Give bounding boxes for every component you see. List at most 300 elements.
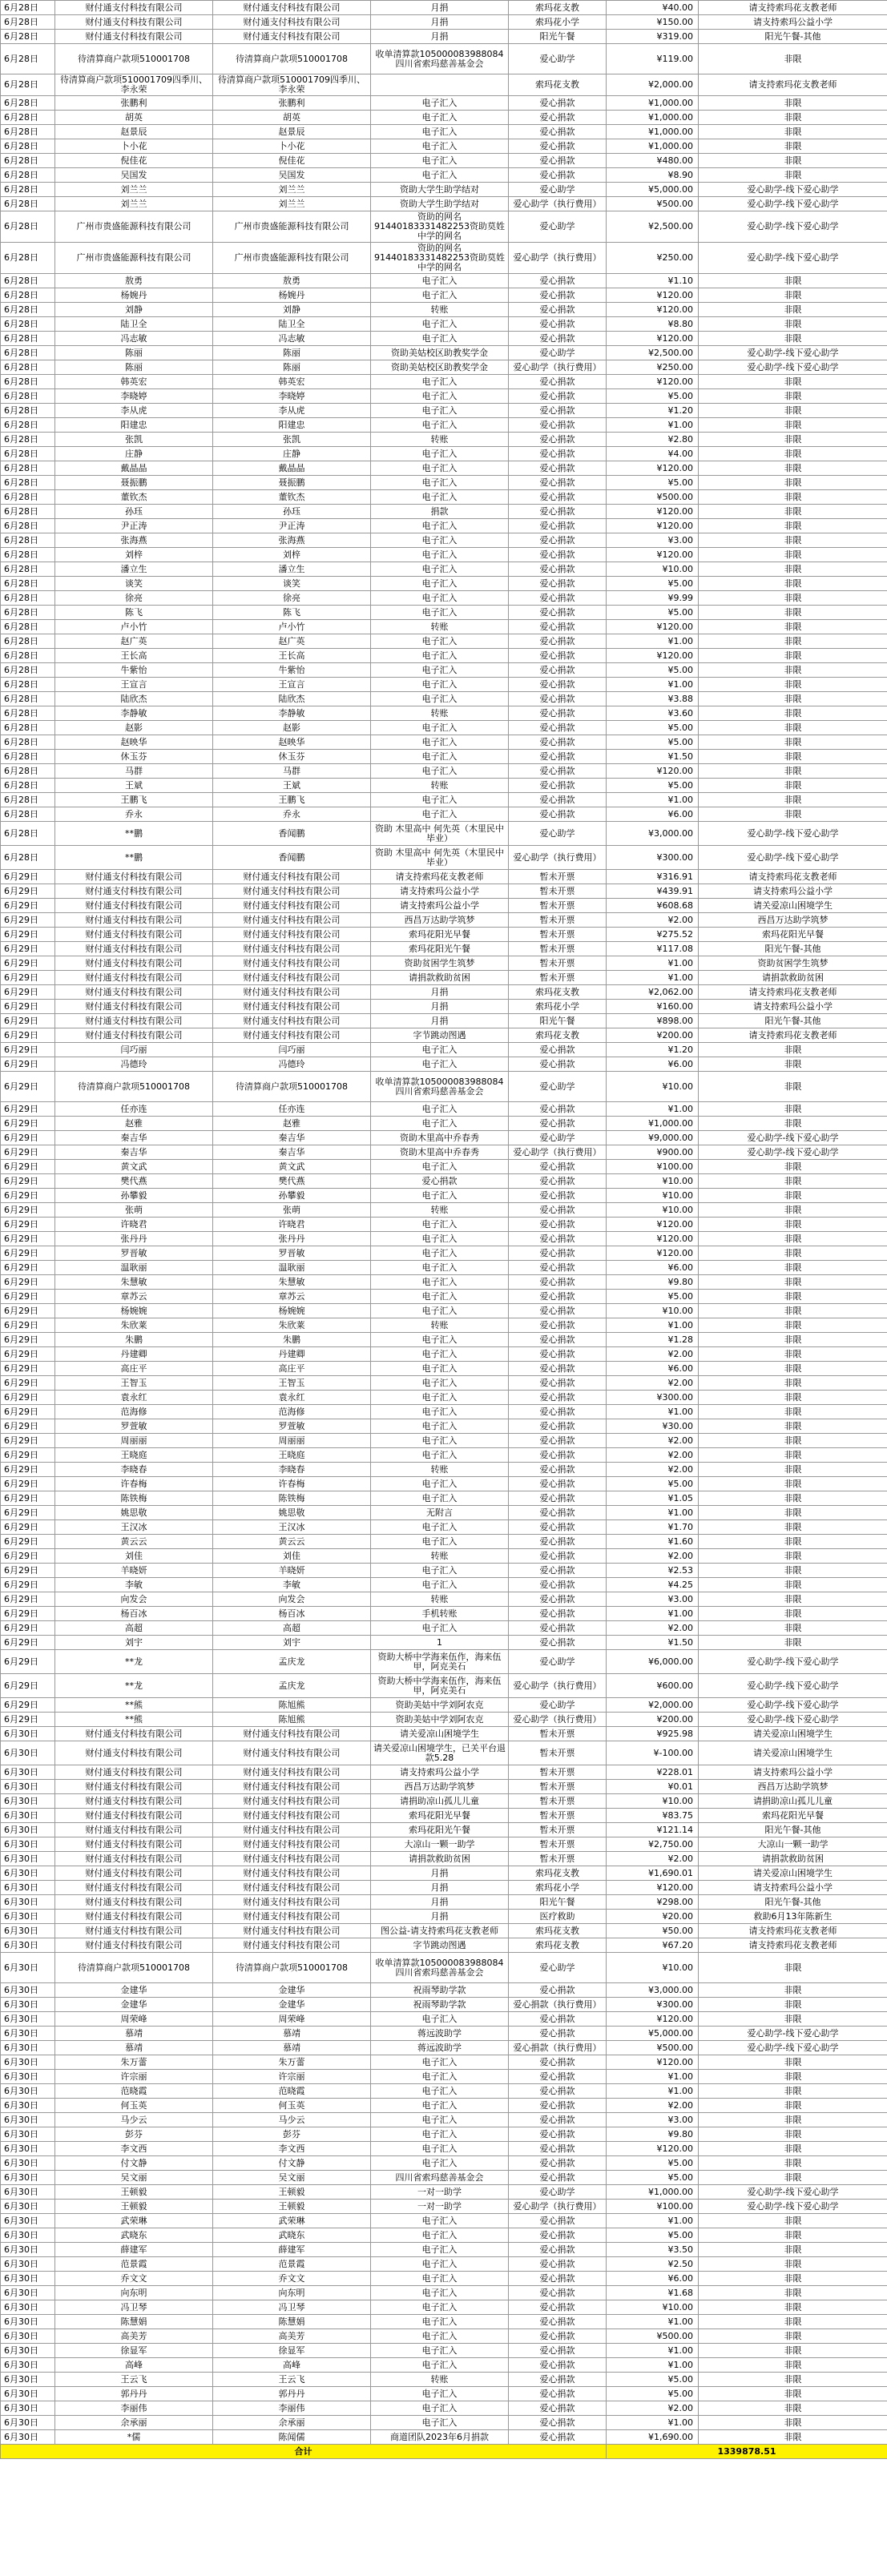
amount-cell: ¥2.00	[607, 1852, 699, 1866]
table-row	[1, 1376, 887, 1391]
payer-cell: 刘兰兰	[55, 183, 213, 197]
date-cell: 6月30日	[1, 2041, 55, 2055]
date-cell: 6月28日	[1, 404, 55, 418]
memo-cell: 请捐助凉山孤儿儿童	[371, 1794, 509, 1809]
table-row	[1, 692, 887, 706]
table-row	[1, 1014, 887, 1028]
amount-cell: ¥120.00	[607, 1881, 699, 1895]
date-cell: 6月28日	[1, 303, 55, 317]
project-cell: 爱心助学（执行费用）	[509, 846, 607, 870]
memo-cell: 电子汇入	[371, 2358, 509, 2373]
table-row	[1, 1419, 887, 1434]
table-row	[1, 1809, 887, 1823]
date-cell: 6月28日	[1, 562, 55, 577]
amount-cell: ¥9.80	[607, 2127, 699, 2142]
memo-cell: 请支持索玛公益小学	[371, 1765, 509, 1780]
donor-cell: 李丽伟	[213, 2401, 371, 2416]
payer-cell: **熊	[55, 1698, 213, 1713]
amount-cell: ¥150.00	[607, 15, 699, 30]
table-row	[1, 779, 887, 793]
donor-cell: 陈旭熊	[213, 1698, 371, 1713]
purpose-cell: 非限	[699, 2373, 887, 2387]
payer-cell: 聂振鹏	[55, 476, 213, 490]
amount-cell: ¥3.00	[607, 533, 699, 548]
payer-cell: 秦吉华	[55, 1131, 213, 1145]
project-cell: 爱心助学	[509, 1131, 607, 1145]
date-cell: 6月28日	[1, 591, 55, 606]
table-row	[1, 2387, 887, 2401]
purpose-cell: 请关爱凉山困境学生	[699, 899, 887, 913]
payer-cell: 朱万蕾	[55, 2055, 213, 2070]
memo-cell: 电子汇入	[371, 721, 509, 735]
payer-cell: 付文静	[55, 2156, 213, 2171]
payer-cell: 许晓君	[55, 1218, 213, 1232]
donor-cell: 谈笑	[213, 577, 371, 591]
memo-cell: 祝雨琴助学款	[371, 1983, 509, 1998]
amount-cell: ¥8.90	[607, 168, 699, 183]
memo-cell: 资助 木里高中 何先英（木里民中毕业）	[371, 822, 509, 846]
payer-cell: 慕靖	[55, 2041, 213, 2055]
donor-cell: 范海修	[213, 1405, 371, 1419]
table-row	[1, 2358, 887, 2373]
table-row	[1, 1405, 887, 1419]
purpose-cell: 请支持索玛花支教老师	[699, 870, 887, 884]
table-row	[1, 807, 887, 822]
donor-cell: 任亦连	[213, 1102, 371, 1117]
table-row	[1, 2214, 887, 2228]
project-cell: 爱心助学	[509, 1650, 607, 1674]
payer-cell: 薛建军	[55, 2243, 213, 2257]
payer-cell: 财付通支付科技有限公司	[55, 956, 213, 971]
amount-cell: ¥2.00	[607, 1621, 699, 1636]
amount-cell: ¥3.60	[607, 706, 699, 721]
date-cell: 6月28日	[1, 375, 55, 389]
purpose-cell: 非限	[699, 562, 887, 577]
date-cell: 6月28日	[1, 721, 55, 735]
payer-cell: 丹建卿	[55, 1347, 213, 1362]
memo-cell: 电子汇入	[371, 519, 509, 533]
project-cell: 索玛花支教	[509, 1028, 607, 1043]
amount-cell: ¥1.00	[607, 2214, 699, 2228]
memo-cell: 转账	[371, 303, 509, 317]
date-cell: 6月28日	[1, 360, 55, 375]
donor-cell: 陈闻儒	[213, 2430, 371, 2445]
date-cell: 6月30日	[1, 2099, 55, 2113]
amount-cell: ¥5.00	[607, 2228, 699, 2243]
memo-cell: 月捐	[371, 1895, 509, 1910]
donor-cell: 刘梓	[213, 548, 371, 562]
date-cell: 6月30日	[1, 1983, 55, 1998]
table-row	[1, 1727, 887, 1741]
donor-cell: 财付通支付科技有限公司	[213, 1881, 371, 1895]
memo-cell: 转账	[371, 2373, 509, 2387]
memo-cell: 资助大学生助学结对	[371, 183, 509, 197]
table-row	[1, 2272, 887, 2286]
date-cell: 6月28日	[1, 505, 55, 519]
memo-cell: 电子汇入	[371, 375, 509, 389]
date-cell: 6月28日	[1, 433, 55, 447]
donor-cell: 刘佳	[213, 1549, 371, 1564]
amount-cell: ¥200.00	[607, 1028, 699, 1043]
purpose-cell: 爱心助学-线下爱心助学	[699, 1713, 887, 1727]
amount-cell: ¥120.00	[607, 548, 699, 562]
purpose-cell: 非限	[699, 125, 887, 139]
payer-cell: 王长高	[55, 649, 213, 663]
donor-cell: 樊代燕	[213, 1174, 371, 1189]
payer-cell: 徐亮	[55, 591, 213, 606]
amount-cell: ¥2.00	[607, 1347, 699, 1362]
project-cell: 爱心捐款（执行费用）	[509, 2041, 607, 2055]
project-cell: 爱心捐款	[509, 735, 607, 750]
memo-cell: 电子汇入	[371, 2127, 509, 2142]
table-row	[1, 1741, 887, 1765]
purpose-cell: 非限	[699, 404, 887, 418]
memo-cell: 电子汇入	[371, 2257, 509, 2272]
donor-cell: 财付通支付科技有限公司	[213, 1000, 371, 1014]
project-cell: 阳光午餐	[509, 30, 607, 44]
date-cell: 6月28日	[1, 620, 55, 634]
project-cell: 爱心捐款	[509, 2099, 607, 2113]
payer-cell: 陈丽	[55, 360, 213, 375]
amount-cell: ¥600.00	[607, 1674, 699, 1698]
purpose-cell: 请支持索玛公益小学	[699, 884, 887, 899]
amount-cell: ¥1.28	[607, 1333, 699, 1347]
purpose-cell: 爱心助学-线下爱心助学	[699, 1674, 887, 1698]
payer-cell: 冯卫琴	[55, 2300, 213, 2315]
payer-cell: 财付通支付科技有限公司	[55, 942, 213, 956]
table-row	[1, 1698, 887, 1713]
memo-cell: 月捐	[371, 1014, 509, 1028]
table-row	[1, 490, 887, 505]
project-cell: 爱心捐款	[509, 1203, 607, 1218]
date-cell: 6月29日	[1, 928, 55, 942]
donor-cell: 财付通支付科技有限公司	[213, 15, 371, 30]
date-cell: 6月28日	[1, 183, 55, 197]
memo-cell: 商道团队2023年6月捐款	[371, 2430, 509, 2445]
project-cell: 爱心捐款	[509, 476, 607, 490]
purpose-cell: 非限	[699, 793, 887, 807]
donor-cell: 黄云云	[213, 1535, 371, 1549]
amount-cell: ¥10.00	[607, 1953, 699, 1983]
purpose-cell: 非限	[699, 2127, 887, 2142]
amount-cell: ¥6.00	[607, 1057, 699, 1072]
memo-cell: 电子汇入	[371, 1246, 509, 1261]
purpose-cell: 非限	[699, 1043, 887, 1057]
memo-cell: 资助的网名91440183331482253资助莫姓中学的网名	[371, 243, 509, 274]
project-cell: 爱心捐款	[509, 139, 607, 154]
purpose-cell: 请支持索玛公益小学	[699, 15, 887, 30]
purpose-cell: 非限	[699, 1405, 887, 1419]
purpose-cell: 非限	[699, 418, 887, 433]
table-row	[1, 44, 887, 74]
donor-cell: 王晓庭	[213, 1448, 371, 1463]
project-cell: 爱心捐款	[509, 168, 607, 183]
memo-cell: 转账	[371, 1463, 509, 1477]
memo-cell: 资助美姑中学刘阿农克	[371, 1713, 509, 1727]
amount-cell: ¥250.00	[607, 243, 699, 274]
project-cell: 爱心捐款	[509, 793, 607, 807]
date-cell: 6月30日	[1, 2329, 55, 2344]
payer-cell: 张萌	[55, 1203, 213, 1218]
project-cell: 爱心捐款	[509, 332, 607, 346]
project-cell: 爱心捐款	[509, 1477, 607, 1491]
purpose-cell: 非限	[699, 1290, 887, 1304]
amount-cell: ¥6.00	[607, 807, 699, 822]
purpose-cell: 非限	[699, 2156, 887, 2171]
project-cell: 爱心捐款	[509, 461, 607, 476]
amount-cell: ¥121.14	[607, 1823, 699, 1837]
memo-cell: 电子汇入	[371, 1275, 509, 1290]
memo-cell: 索玛花阳光早餐	[371, 1809, 509, 1823]
memo-cell: 请关爱凉山困境学生	[371, 1727, 509, 1741]
memo-cell: 电子汇入	[371, 735, 509, 750]
memo-cell: 电子汇入	[371, 125, 509, 139]
purpose-cell: 非限	[699, 44, 887, 74]
project-cell: 爱心捐款	[509, 1261, 607, 1275]
purpose-cell: 非限	[699, 649, 887, 663]
donor-cell: 高庄平	[213, 1362, 371, 1376]
amount-cell: ¥5.00	[607, 721, 699, 735]
memo-cell: 请捐款救助贫困	[371, 971, 509, 985]
donor-cell: 休玉芬	[213, 750, 371, 764]
purpose-cell: 索玛花阳光早餐	[699, 1809, 887, 1823]
donor-cell: 李从虎	[213, 404, 371, 418]
memo-cell: 电子汇入	[371, 1376, 509, 1391]
table-row	[1, 2156, 887, 2171]
project-cell: 爱心助学	[509, 1953, 607, 1983]
date-cell: 6月30日	[1, 1938, 55, 1953]
purpose-cell: 非限	[699, 2401, 887, 2416]
donor-cell: 财付通支付科技有限公司	[213, 1866, 371, 1881]
donor-cell: 徐显军	[213, 2344, 371, 2358]
date-cell: 6月29日	[1, 899, 55, 913]
project-cell: 爱心捐款	[509, 1463, 607, 1477]
payer-cell: 黄云云	[55, 1535, 213, 1549]
memo-cell: 电子汇入	[371, 1391, 509, 1405]
donor-cell: 胡英	[213, 111, 371, 125]
purpose-cell: 非限	[699, 606, 887, 620]
table-row	[1, 1347, 887, 1362]
memo-cell: 电子汇入	[371, 168, 509, 183]
memo-cell: 电子汇入	[371, 2416, 509, 2430]
payer-cell: 冯德玲	[55, 1057, 213, 1072]
payer-cell: 待清算商户款项510001709四季川、李永荣	[55, 74, 213, 96]
table-row	[1, 1117, 887, 1131]
payer-cell: 何玉英	[55, 2099, 213, 2113]
memo-cell: 月捐	[371, 1866, 509, 1881]
memo-cell: 电子汇入	[371, 461, 509, 476]
payer-cell: 赵影	[55, 721, 213, 735]
purpose-cell: 非限	[699, 505, 887, 519]
project-cell: 爱心捐款	[509, 2300, 607, 2315]
payer-cell: 财付通支付科技有限公司	[55, 1823, 213, 1837]
memo-cell: 电子汇入	[371, 447, 509, 461]
donor-cell: 朱欣莱	[213, 1318, 371, 1333]
amount-cell: ¥275.52	[607, 928, 699, 942]
memo-cell: 电子汇入	[371, 1535, 509, 1549]
date-cell: 6月30日	[1, 2070, 55, 2084]
date-cell: 6月29日	[1, 1491, 55, 1506]
memo-cell: 电子汇入	[371, 1117, 509, 1131]
purpose-cell: 非限	[699, 2344, 887, 2358]
amount-cell: ¥9,000.00	[607, 1131, 699, 1145]
memo-cell: 电子汇入	[371, 2084, 509, 2099]
table-row	[1, 1463, 887, 1477]
memo-cell: 电子汇入	[371, 154, 509, 168]
purpose-cell: 请支持索玛花支教老师	[699, 1938, 887, 1953]
date-cell: 6月29日	[1, 1043, 55, 1057]
table-row	[1, 1998, 887, 2012]
table-row	[1, 2286, 887, 2300]
purpose-cell: 非限	[699, 750, 887, 764]
table-row	[1, 168, 887, 183]
table-row	[1, 2228, 887, 2243]
table-row	[1, 2401, 887, 2416]
project-cell: 爱心捐款	[509, 490, 607, 505]
amount-cell: ¥3.00	[607, 2113, 699, 2127]
purpose-cell: 非限	[699, 807, 887, 822]
memo-cell: 电子汇入	[371, 1218, 509, 1232]
payer-cell: 温耿丽	[55, 1261, 213, 1275]
amount-cell: ¥4.00	[607, 447, 699, 461]
purpose-cell: 非限	[699, 2286, 887, 2300]
payer-cell: 任亦连	[55, 1102, 213, 1117]
purpose-cell: 非限	[699, 303, 887, 317]
purpose-cell: 非限	[699, 1218, 887, 1232]
amount-cell: ¥5.00	[607, 663, 699, 678]
amount-cell: ¥120.00	[607, 2055, 699, 2070]
amount-cell: ¥5.00	[607, 1477, 699, 1491]
amount-cell: ¥2.00	[607, 2099, 699, 2113]
purpose-cell: 请支持索玛公益小学	[699, 1881, 887, 1895]
purpose-cell: 非限	[699, 288, 887, 303]
project-cell: 爱心捐款	[509, 1218, 607, 1232]
date-cell: 6月29日	[1, 1621, 55, 1636]
date-cell: 6月28日	[1, 332, 55, 346]
date-cell: 6月29日	[1, 1419, 55, 1434]
amount-cell: ¥10.00	[607, 1072, 699, 1102]
payer-cell: 财付通支付科技有限公司	[55, 1866, 213, 1881]
date-cell: 6月30日	[1, 2300, 55, 2315]
payer-cell: 马群	[55, 764, 213, 779]
payer-cell: 财付通支付科技有限公司	[55, 1741, 213, 1765]
date-cell: 6月29日	[1, 971, 55, 985]
project-cell: 爱心捐款	[509, 111, 607, 125]
purpose-cell: 非限	[699, 154, 887, 168]
donor-cell: 财付通支付科技有限公司	[213, 30, 371, 44]
amount-cell: ¥500.00	[607, 490, 699, 505]
amount-cell: ¥83.75	[607, 1809, 699, 1823]
table-row	[1, 346, 887, 360]
payer-cell: 闫巧丽	[55, 1043, 213, 1057]
table-row	[1, 375, 887, 389]
date-cell: 6月30日	[1, 1895, 55, 1910]
payer-cell: 陈丽	[55, 346, 213, 360]
purpose-cell: 非限	[699, 389, 887, 404]
table-row	[1, 303, 887, 317]
amount-cell: ¥3.88	[607, 692, 699, 706]
memo-cell: 电子汇入	[371, 490, 509, 505]
amount-cell: ¥1.20	[607, 404, 699, 418]
project-cell: 索玛花支教	[509, 985, 607, 1000]
payer-cell: 财付通支付科技有限公司	[55, 884, 213, 899]
donor-cell: 赵映华	[213, 735, 371, 750]
donor-cell: 陈丽	[213, 346, 371, 360]
date-cell: 6月30日	[1, 2027, 55, 2041]
date-cell: 6月29日	[1, 1102, 55, 1117]
amount-cell: ¥2,500.00	[607, 211, 699, 243]
donor-cell: 高超	[213, 1621, 371, 1636]
purpose-cell: 非限	[699, 2387, 887, 2401]
memo-cell: 电子汇入	[371, 1362, 509, 1376]
table-row	[1, 2012, 887, 2027]
date-cell: 6月30日	[1, 1852, 55, 1866]
project-cell: 爱心捐款	[509, 1333, 607, 1347]
date-cell: 6月28日	[1, 735, 55, 750]
donor-cell: 广州市贵盛能源科技有限公司	[213, 211, 371, 243]
payer-cell: 财付通支付科技有限公司	[55, 1881, 213, 1895]
table-row	[1, 139, 887, 154]
project-cell: 暂未开票	[509, 1727, 607, 1741]
payer-cell: 卜小花	[55, 139, 213, 154]
amount-cell: ¥1,690.01	[607, 1866, 699, 1881]
payer-cell: 马少云	[55, 2113, 213, 2127]
amount-cell: ¥200.00	[607, 1713, 699, 1727]
date-cell: 6月30日	[1, 1866, 55, 1881]
date-cell: 6月28日	[1, 706, 55, 721]
purpose-cell: 非限	[699, 2099, 887, 2113]
project-cell: 爱心捐款	[509, 721, 607, 735]
amount-cell: ¥1.00	[607, 1102, 699, 1117]
payer-cell: 王顿毅	[55, 2200, 213, 2214]
date-cell: 6月30日	[1, 1910, 55, 1924]
date-cell: 6月30日	[1, 2373, 55, 2387]
amount-cell: ¥1,690.00	[607, 2430, 699, 2445]
memo-cell: 电子汇入	[371, 389, 509, 404]
table-row	[1, 1491, 887, 1506]
memo-cell: 大凉山一颗一助学	[371, 1837, 509, 1852]
memo-cell: 四川省索玛慈善基金会	[371, 2171, 509, 2185]
amount-cell: ¥1.60	[607, 1535, 699, 1549]
donor-cell: 孟庆龙	[213, 1650, 371, 1674]
payer-cell: 乔文文	[55, 2272, 213, 2286]
donor-cell: 财付通支付科技有限公司	[213, 1823, 371, 1837]
payer-cell: 武晓东	[55, 2228, 213, 2243]
donor-cell: 袁永红	[213, 1391, 371, 1405]
amount-cell: ¥1.00	[607, 1405, 699, 1419]
purpose-cell: 大凉山一颗一助学	[699, 1837, 887, 1852]
table-row	[1, 1765, 887, 1780]
date-cell: 6月30日	[1, 1998, 55, 2012]
project-cell: 爱心捐款	[509, 577, 607, 591]
amount-cell: ¥5.00	[607, 2171, 699, 2185]
payer-cell: 余承丽	[55, 2416, 213, 2430]
donor-cell: 财付通支付科技有限公司	[213, 1895, 371, 1910]
donor-cell: 彭芬	[213, 2127, 371, 2142]
project-cell: 索玛花支教	[509, 1924, 607, 1938]
date-cell: 6月29日	[1, 1131, 55, 1145]
memo-cell: 电子汇入	[371, 404, 509, 418]
table-row	[1, 1866, 887, 1881]
project-cell: 爱心捐款	[509, 2070, 607, 2084]
payer-cell: 罗萱敏	[55, 1419, 213, 1434]
donor-cell: 罗晋敏	[213, 1246, 371, 1261]
donor-cell: 卜小花	[213, 139, 371, 154]
table-row	[1, 1780, 887, 1794]
payer-cell: 彭芬	[55, 2127, 213, 2142]
payer-cell: 慕靖	[55, 2027, 213, 2041]
payer-cell: 黄文武	[55, 1160, 213, 1174]
